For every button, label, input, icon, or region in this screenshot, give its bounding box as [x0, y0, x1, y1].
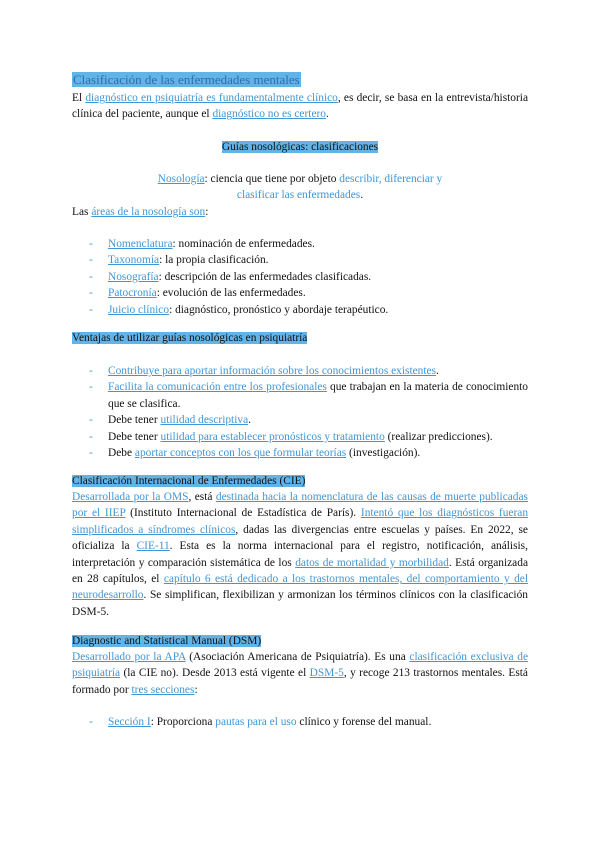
dash-bullet: - [89, 447, 93, 460]
cie-11-link[interactable]: CIE-11 [136, 540, 170, 553]
list-item [72, 252, 528, 268]
areas-intro [72, 204, 528, 220]
dsm-text: (Asociación Americana de Psiquiatría). Es una [185, 651, 406, 663]
cie-link[interactable]: capítulo 6 está dedicado a los trastornos mentales, del comportamiento y del neurodesarrollo [72, 573, 528, 602]
nosologia-link-2[interactable]: clasificar las enfermedades [236, 189, 361, 202]
cie-paragraph [72, 489, 528, 620]
ventaja-link[interactable]: Facilita la comunicación entre los profesionales [108, 381, 327, 394]
cie-heading: Clasificación Internacional de Enfermedades (CIE) [72, 475, 306, 487]
ventaja-link[interactable]: Contribuye para aportar información sobre los conocimientos existentes [108, 365, 437, 377]
dash-bullet: - [89, 716, 93, 728]
list-item [72, 285, 528, 301]
list-item [72, 412, 528, 428]
dash-bullet: - [89, 238, 93, 250]
intro-link-no-certero[interactable]: diagnóstico no es certero [212, 108, 326, 121]
nosologia-definition [72, 171, 528, 204]
cie-text: . Está organizada en 28 capítulos, el [72, 556, 528, 586]
list-item [72, 445, 528, 461]
dsm-sections-list [72, 714, 528, 730]
dsm-text: , y recoge 213 trastornos mentales. Está formado por [72, 667, 528, 696]
ventaja-text: Debe [108, 447, 133, 460]
area-term-link[interactable]: Juicio clínico [108, 303, 170, 316]
cie-text: . Esta es la norma internacional para el registro, notificación, análisis, interpretación y comparación sistemática de los [72, 540, 528, 569]
ventaja-link[interactable]: aportar conceptos con los que formular teorías [134, 447, 347, 460]
list-item [72, 379, 528, 412]
list-item [72, 363, 528, 379]
ventaja-text: Debe tener [108, 430, 158, 443]
ventaja-text: (realizar predicciones). [384, 430, 493, 443]
cie-link[interactable]: Intentó que los diagnósticos fueran simplificados a síndromes clínicos [72, 507, 529, 536]
ventajas-list [72, 363, 528, 461]
dsm-heading-block [72, 633, 528, 649]
areas-end: : [205, 206, 209, 218]
nosologia-term-link[interactable]: Nosología [157, 173, 205, 185]
dash-bullet: - [89, 414, 93, 427]
dash-bullet: - [89, 270, 93, 283]
area-text: : descripción de las enfermedades clasificadas. [158, 270, 372, 283]
section-link[interactable]: Sección I [108, 716, 151, 728]
ventaja-text: . [436, 365, 439, 377]
cie-heading-block [72, 473, 528, 489]
ventajas-heading-block [72, 330, 528, 346]
ventaja-text: Debe tener [108, 414, 158, 427]
areas-list [72, 236, 528, 318]
nosologia-link-1[interactable]: describir, diferenciar y [339, 173, 443, 185]
dsm-link[interactable]: tres secciones [131, 683, 195, 696]
nosologia-text: : ciencia que tiene por objeto [204, 173, 337, 185]
list-item [72, 236, 528, 252]
list-item [72, 429, 528, 445]
area-text: : diagnóstico, pronóstico y abordaje terapéutico. [169, 303, 389, 316]
dsm-5-link[interactable]: DSM-5 [309, 667, 344, 680]
section-text: : Proporciona [150, 716, 213, 728]
area-text: : nominación de enfermedades. [172, 238, 315, 250]
section-link[interactable]: pautas para el uso [215, 716, 297, 728]
dash-bullet: - [89, 430, 93, 443]
cie-link[interactable]: Desarrollada por la OMS [72, 491, 189, 503]
dsm-paragraph [72, 649, 528, 698]
list-item [72, 302, 528, 318]
area-term-link[interactable]: Nosografía [108, 270, 159, 283]
cie-text: , está [188, 491, 213, 503]
area-text: : evolución de las enfermedades. [156, 287, 306, 300]
area-term-link[interactable]: Patocronía [108, 287, 157, 300]
dsm-link[interactable]: clasificación exclusiva de psiquiatría [72, 651, 528, 680]
dash-bullet: - [89, 254, 93, 267]
section-text: clínico y forense del manual. [296, 716, 432, 728]
cie-link[interactable]: destinada hacia la nomenclatura de las causas de muerte publicadas por el IIEP [72, 491, 528, 520]
list-item [72, 269, 528, 285]
ventaja-link[interactable]: utilidad descriptiva [160, 414, 249, 427]
document-title-block [72, 72, 528, 89]
intro-text: . [326, 108, 329, 121]
area-text: : la propia clasificación. [159, 254, 269, 267]
areas-text: Las [72, 206, 89, 218]
intro-text: , es decir, se basa en la entrevista/historia clínica del paciente, aunque el [72, 92, 528, 121]
document-title: Clasificación de las enfermedades mentales [73, 72, 300, 87]
cie-text: (Instituto Internacional de Estadística de París). [125, 507, 357, 520]
intro-link-diagnostico[interactable]: diagnóstico en psiquiatría es fundamentalmente clínico [85, 92, 338, 104]
area-term-link[interactable]: Nomenclatura [108, 238, 173, 250]
dash-bullet: - [89, 287, 93, 300]
ventaja-text: . [248, 414, 251, 427]
cie-text: . Se simplifican, flexibilizan y armonizan los términos clínicos con la clasificación DSM-5. [72, 589, 528, 618]
intro-text: El [72, 92, 83, 104]
dash-bullet: - [89, 303, 93, 316]
areas-link[interactable]: áreas de la nosología son [91, 206, 206, 218]
area-term-link[interactable]: Taxonomía [108, 254, 160, 267]
ventaja-link[interactable]: utilidad para establecer pronósticos y tratamiento [160, 430, 385, 443]
ventaja-text: (investigación). [346, 447, 421, 460]
dsm-text: (la CIE no). Desde 2013 está vigente el [120, 667, 307, 680]
dsm-heading: Diagnostic and Statistical Manual (DSM) [72, 635, 262, 647]
dash-bullet: - [89, 381, 93, 394]
cie-link[interactable]: datos de mortalidad y morbilidad [295, 556, 449, 569]
dash-bullet: - [89, 365, 93, 377]
dsm-text: : [194, 683, 198, 696]
ventaja-text: que trabajan en la materia de conocimiento que se clasifica. [108, 381, 529, 410]
cie-text: , dadas las divergencias entre escuelas y países. En 2022, se oficializa la [72, 523, 528, 553]
nosologia-end: . [360, 189, 364, 202]
dsm-link[interactable]: Desarrollado por la APA [72, 651, 186, 663]
guias-heading-block [72, 139, 528, 155]
intro-paragraph [72, 90, 528, 123]
guias-heading: Guías nosológicas: clasificaciones [221, 141, 379, 153]
list-item [72, 714, 528, 730]
ventajas-heading: Ventajas de utilizar guías nosológicas en psiquiatría [72, 332, 308, 344]
